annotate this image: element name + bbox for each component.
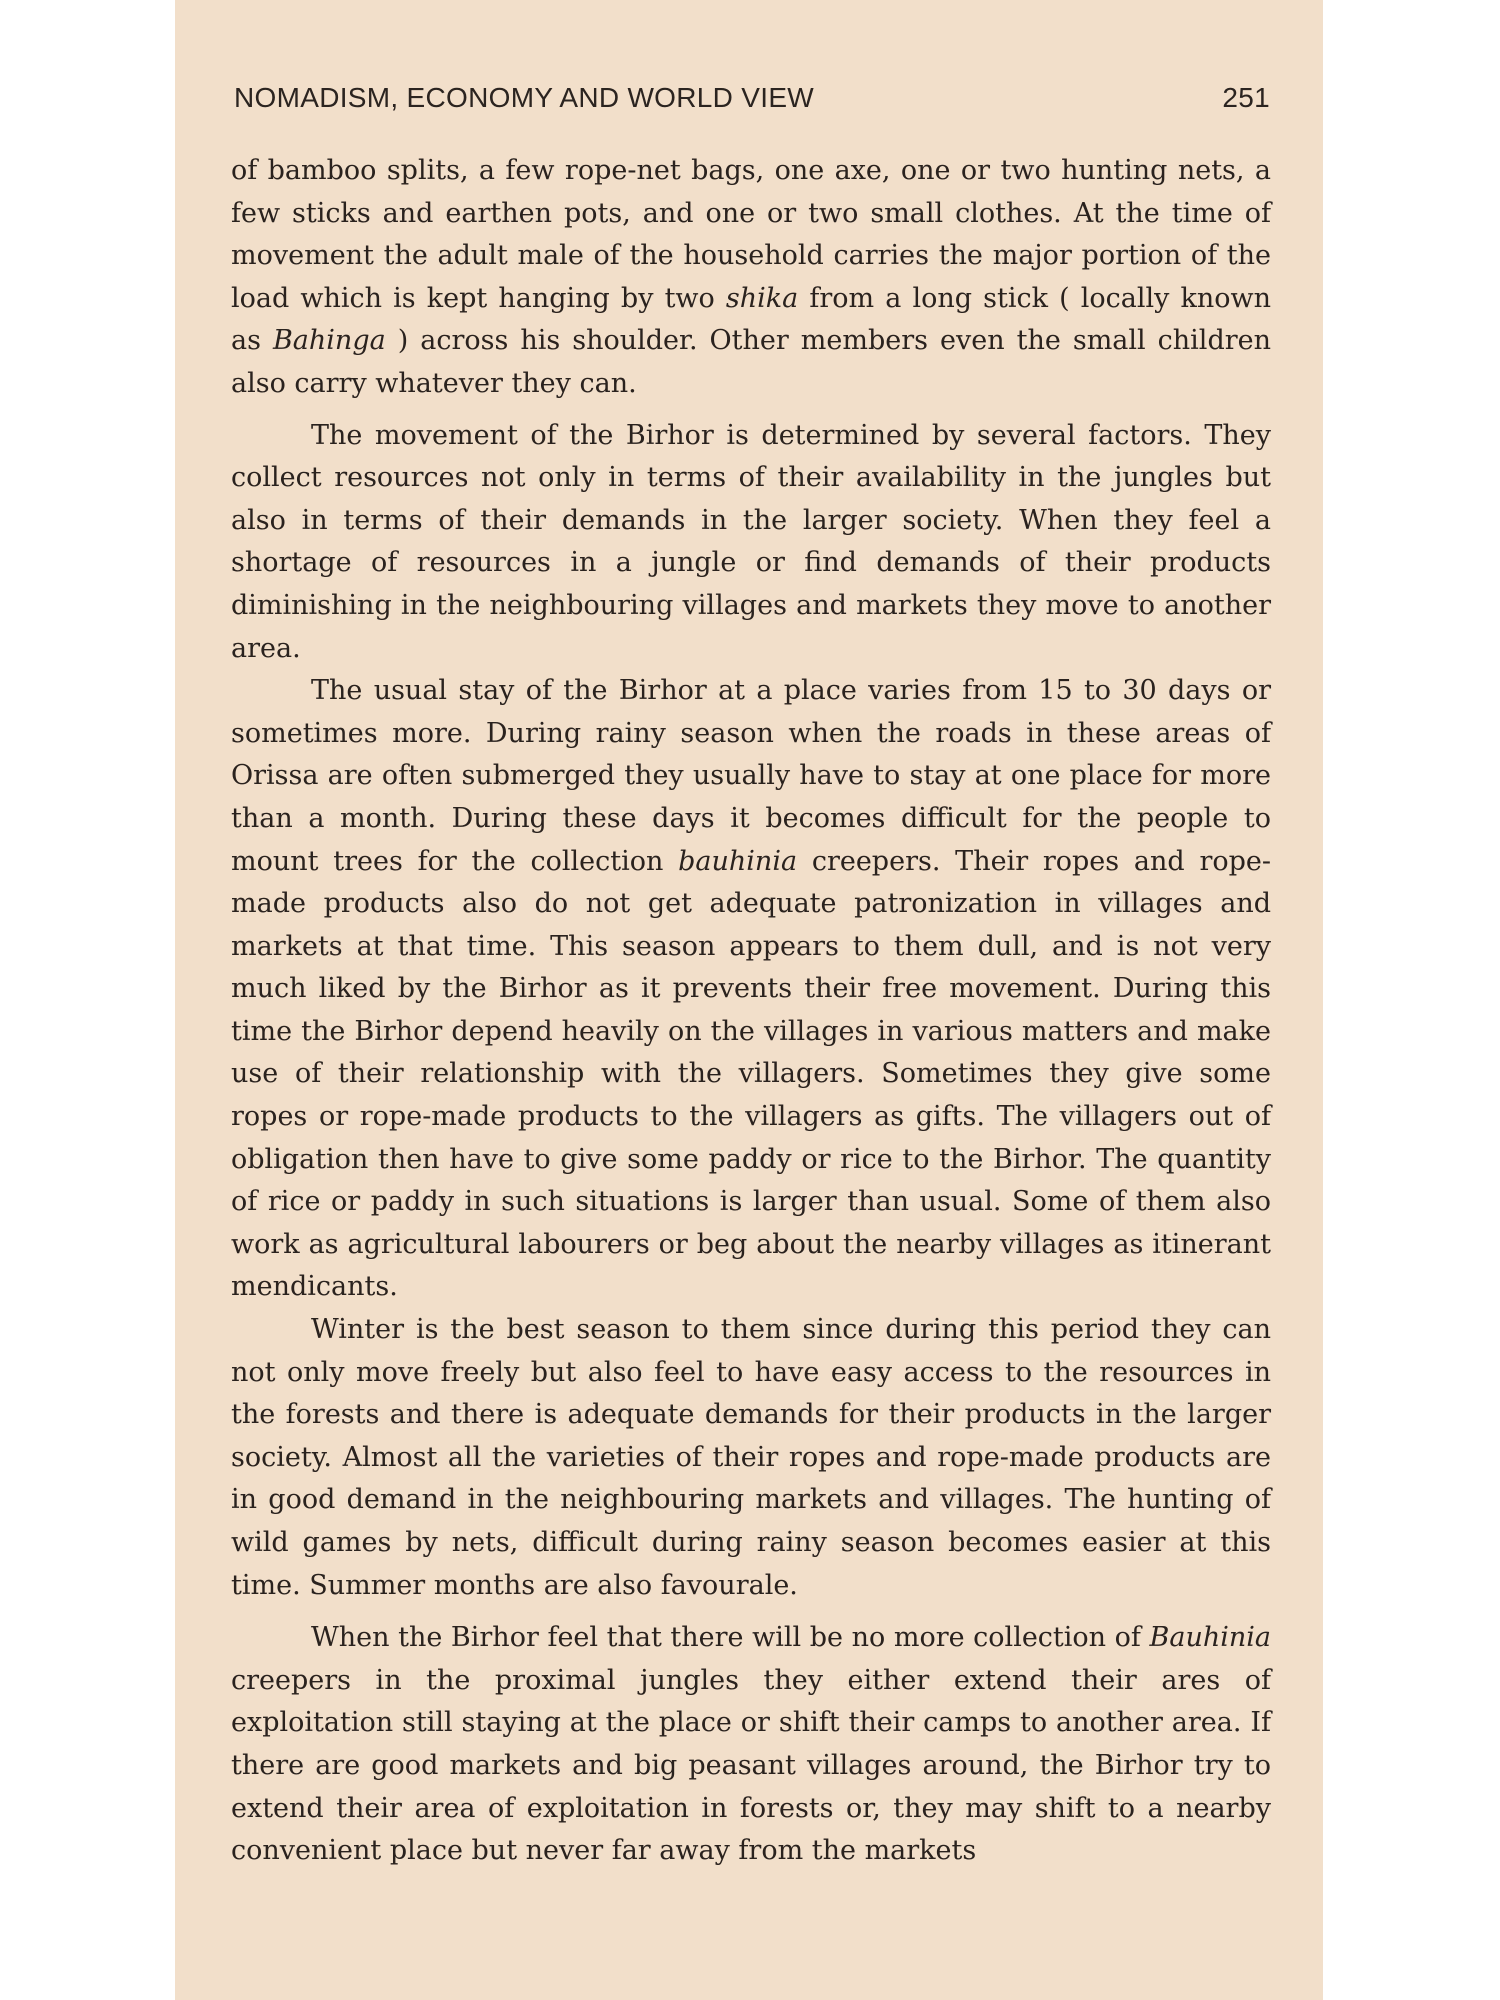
paragraph-1: of bamboo splits, a few rope-net bags, one axe, one or two hunting nets, a few sticks and earthen pots, and one or two small clothes. At the time of movement the adult male of the household carries the major portion of the load which is kept hanging by two shika from a long stick ( locally known as Bahinga ) across his shoulder. Other members even the small children also carry whatever they can. [231,155,1272,399]
running-head: NOMADISM, ECONOMY AND WORLD VIEW [234,82,815,113]
paragraph-4: Winter is the best season to them since during this period they can not only move freely but also feel to have easy access to the resources in the forests and there is adequate demands for their products in the larger society. Almost all the varieties of their ropes and rope-made products are in good demand in the neighbouring markets and villages. The hunting of wild games by nets, difficult during rainy season becomes easier at this time. Summer months are also favourale. [231,1314,1271,1601]
body-text [231,150,1271,1873]
paragraph-3: The usual stay of the Birhor at a place varies from 15 to 30 days or sometimes more. During rainy season when the roads in these areas of Orissa are often submerged they usually have to stay at one place for more than a month. During these days it becomes difficult for the people to mount trees for the collection bauhinia creepers. Their ropes and rope-made products also do not get adequate patronization in villages and markets at that time. This season appears to them dull, and is not very much liked by the Birhor as it prevents their free movement. During this time the Birhor depend heavily on the villages in various matters and make use of their relationship with the villagers. Sometimes they give some ropes or rope-made products to the villagers as gifts. The villagers out of obligation then have to give some paddy or rice to the Birhor. The quantity of rice or paddy in such situations is larger than usual. Some of them also work as agricultural labourers or beg about the nearby villages as itinerant mendicants. [231,675,1271,1303]
term-bauhinia: bauhinia [678,845,798,877]
page-number: 251 [1222,82,1270,113]
term-bauhinia-2: Bauhinia [1149,1622,1271,1654]
paragraph-5: When the Birhor feel that there will be no more collection of Bauhinia creepers in the proximal jungles they either extend their ares of exploitation still staying at the place or shift their camps to another area. If there are good markets and big peasant villages around, the Birhor try to extend their area of exploitation in forests or, they may shift to a nearby convenient place but never far away from the markets [231,1622,1271,1867]
book-page [175,0,1323,2000]
page-header [234,82,1270,122]
term-shika: shika [725,282,799,314]
paragraph-2: The movement of the Birhor is determined by several factors. They collect resources not only in terms of their availability in the jungles but also in terms of their demands in the larger society. When they feel a shortage of resources in a jungle or find demands of their products diminishing in the neighbouring villages and markets they move to another area. [231,419,1271,664]
term-bahinga: Bahinga [272,325,386,357]
